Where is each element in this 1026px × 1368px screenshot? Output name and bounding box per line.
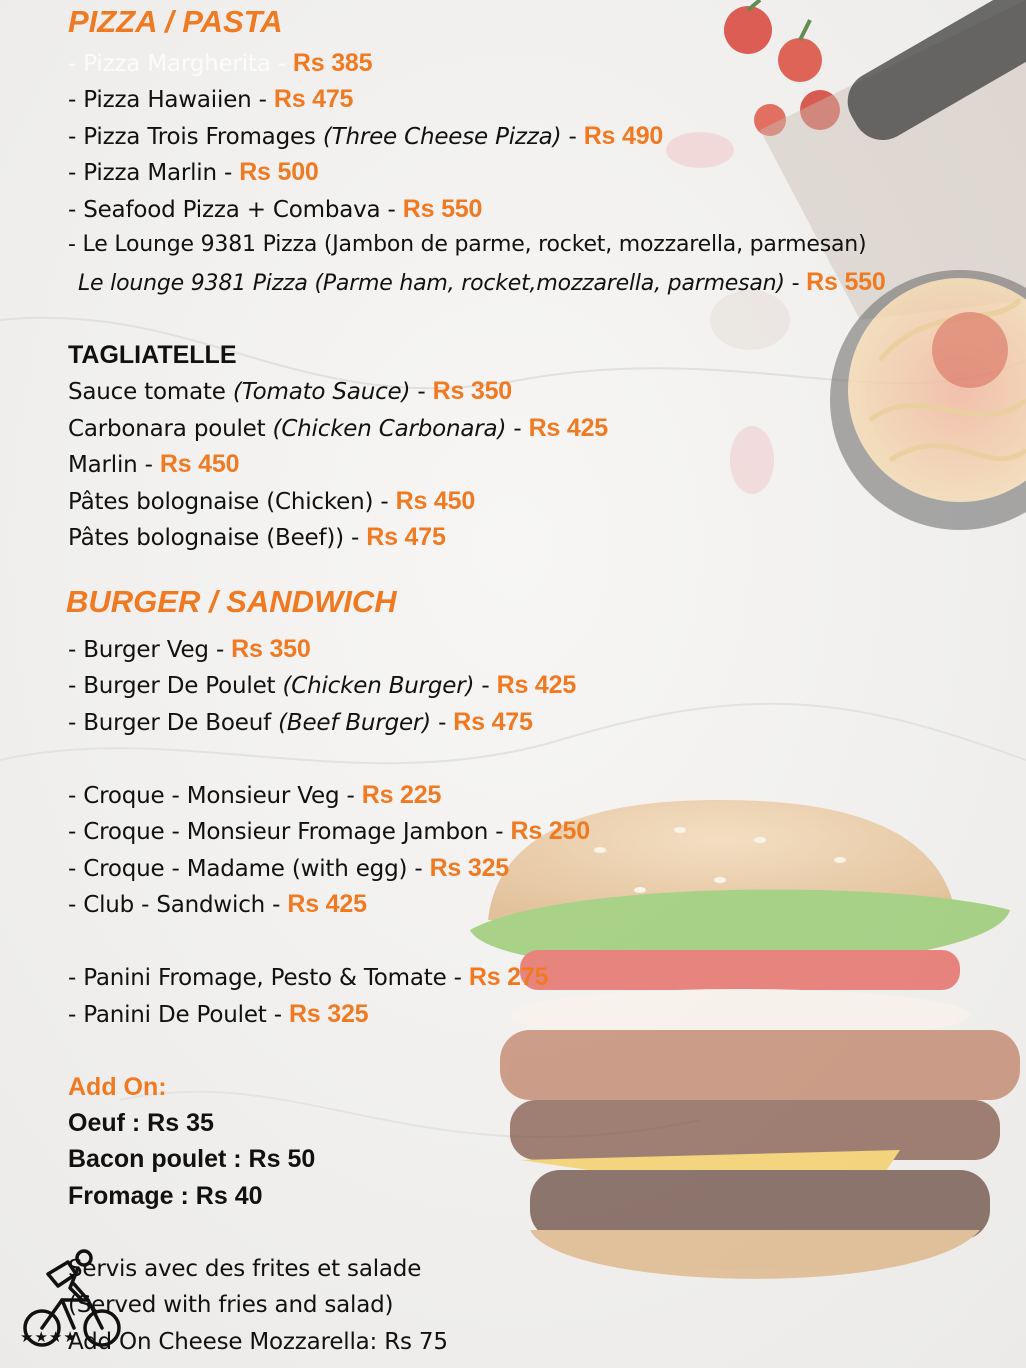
menu-item: - Panini Fromage, Pesto & Tomate - Rs 275 xyxy=(68,963,549,991)
menu-item: Pâtes bolognaise (Chicken) - Rs 450 xyxy=(68,487,476,515)
rating-stars: ★★★★ xyxy=(20,1328,78,1346)
menu-item: - Panini De Poulet - Rs 325 xyxy=(68,1000,369,1028)
add-on-heading: Add On: xyxy=(68,1073,167,1101)
menu-item: - Pizza Margherita - Rs 385 xyxy=(68,49,373,77)
menu-item: Sauce tomate (Tomato Sauce) - Rs 350 xyxy=(68,377,513,405)
add-on-item: Oeuf : Rs 35 xyxy=(68,1109,214,1137)
add-on-item: Fromage : Rs 40 xyxy=(68,1182,263,1210)
menu-item: - Croque - Monsieur Veg - Rs 225 xyxy=(68,781,442,809)
served-with-note: Servis avec des frites et salade xyxy=(68,1256,422,1282)
menu-item: Le lounge 9381 Pizza (Parme ham, rocket,mozzarella, parmesan) - Rs 550 xyxy=(78,268,886,296)
burger-sandwich-heading: BURGER / SANDWICH xyxy=(66,584,397,619)
menu-item: - Burger De Boeuf (Beef Burger) - Rs 475 xyxy=(68,708,533,736)
menu-item: - Pizza Trois Fromages (Three Cheese Pizza) - Rs 490 xyxy=(68,122,664,150)
served-with-note-en: (Served with fries and salad) xyxy=(68,1292,394,1318)
menu-item: - Burger De Poulet (Chicken Burger) - Rs 425 xyxy=(68,671,577,699)
menu-item: Marlin - Rs 450 xyxy=(68,450,240,478)
tagliatelle-heading: TAGLIATELLE xyxy=(68,341,237,369)
menu-item: - Croque - Monsieur Fromage Jambon - Rs 250 xyxy=(68,817,590,845)
menu-item: - Le Lounge 9381 Pizza (Jambon de parme, rocket, mozzarella, parmesan) xyxy=(68,232,867,257)
menu-item: - Croque - Madame (with egg) - Rs 325 xyxy=(68,854,509,882)
menu-item: Pâtes bolognaise (Beef)) - Rs 475 xyxy=(68,523,446,551)
menu-item: - Seafood Pizza + Combava - Rs 550 xyxy=(68,195,483,223)
pizza-pasta-heading: PIZZA / PASTA xyxy=(68,4,283,39)
menu-item: - Pizza Marlin - Rs 500 xyxy=(68,158,319,186)
add-on-item: Bacon poulet : Rs 50 xyxy=(68,1145,316,1173)
menu-item: - Club - Sandwich - Rs 425 xyxy=(68,890,367,918)
menu-item: - Pizza Hawaiien - Rs 475 xyxy=(68,85,354,113)
menu-item: - Burger Veg - Rs 350 xyxy=(68,635,311,663)
add-on-mozzarella-note: Add On Cheese Mozzarella: Rs 75 xyxy=(68,1329,448,1355)
menu-item: Carbonara poulet (Chicken Carbonara) - Rs 425 xyxy=(68,414,608,442)
